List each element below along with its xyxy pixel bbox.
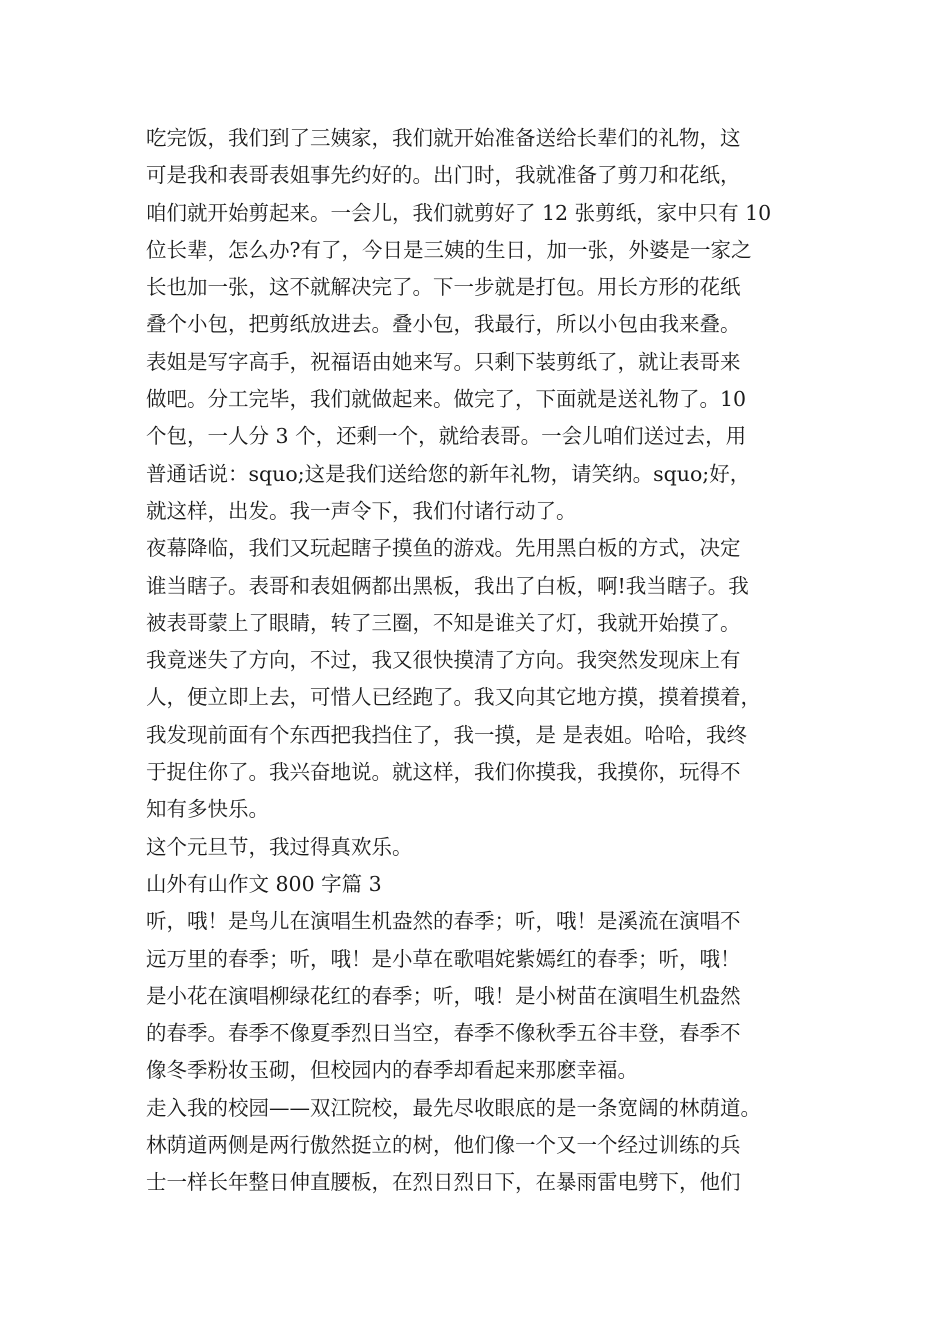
text-line: 谁当瞎子。表哥和表姐俩都出黑板，我出了白板，啊!我当瞎子。我 — [146, 573, 749, 598]
text-line: 我发现前面有个东西把我挡住了，我一摸，是 是表姐。哈哈，我终 — [146, 722, 748, 747]
text-line: 林荫道两侧是两行傲然挺立的树，他们像一个又一个经过训练的兵 — [146, 1133, 741, 1158]
text-line: 我竟迷失了方向，不过，我又很快摸清了方向。我突然发现床上有 — [146, 648, 741, 673]
text-line: 普通话说：squo;这是我们送给您的新年礼物，请笑纳。squo;好， — [146, 461, 751, 486]
text-line: 士一样长年整日伸直腰板，在烈日烈日下，在暴雨雷电劈下，他们 — [146, 1170, 741, 1195]
text-line: 夜幕降临，我们又玩起瞎子摸鱼的游戏。先用黑白板的方式，决定 — [146, 536, 741, 561]
body-text — [146, 120, 836, 1202]
text-line: 被表哥蒙上了眼睛，转了三圈，不知是谁关了灯，我就开始摸了。 — [146, 610, 741, 635]
text-line: 叠个小包，把剪纸放进去。叠小包，我最行，所以小包由我来叠。 — [146, 312, 741, 337]
text-line: 就这样，出发。我一声令下，我们付诸行动了。 — [146, 498, 577, 523]
text-line: 吃完饭，我们到了三姨家，我们就开始准备送给长辈们的礼物，这 — [146, 126, 741, 150]
text-line: 是小花在演唱柳绿花红的春季；听，哦！是小树苗在演唱生机盎然 — [146, 983, 741, 1008]
text-line: 长也加一张，这不就解决完了。下一步就是打包。用长方形的花纸 — [146, 275, 741, 300]
text-line: 位长辈，怎么办?有了，今日是三姨的生日，加一张，外婆是一家之 — [146, 237, 752, 262]
text-line: 听，哦！是鸟儿在演唱生机盎然的春季；听，哦！是溪流在演唱不 — [146, 909, 741, 934]
text-line: 可是我和表哥表姐事先约好的。出门时，我就准备了剪刀和花纸， — [146, 163, 741, 188]
text-line: 咱们就开始剪起来。一会儿，我们就剪好了 12 张剪纸，家中只有 10 — [146, 200, 772, 225]
text-line: 这个元旦节，我过得真欢乐。 — [146, 834, 413, 859]
text-line: 做吧。分工完毕，我们就做起来。做完了，下面就是送礼物了。10 — [146, 387, 747, 412]
text-line: 人，便立即上去，可惜人已经跑了。我又向其它地方摸，摸着摸着， — [146, 685, 761, 710]
text-line: 于捉住你了。我兴奋地说。就这样，我们你摸我，我摸你，玩得不 — [146, 760, 741, 785]
text-line: 远万里的春季；听，哦！是小草在歌唱姹紫嫣红的春季；听，哦！ — [146, 946, 741, 971]
text-line: 像冬季粉妆玉砌，但校园内的春季却看起来那麽幸福。 — [146, 1058, 638, 1083]
text-line: 知有多快乐。 — [146, 797, 269, 822]
text-line: 表姐是写字高手，祝福语由她来写。只剩下装剪纸了，就让表哥来 — [146, 349, 741, 374]
text-line: 个包，一人分 3 个，还剩一个，就给表哥。一会儿咱们送过去，用 — [146, 424, 747, 449]
text-line: 的春季。春季不像夏季烈日当空，春季不像秋季五谷丰登，春季不 — [146, 1021, 741, 1046]
text-line: 走入我的校园——双江院校，最先尽收眼底的是一条宽阔的林荫道。 — [146, 1095, 761, 1120]
section-heading: 山外有山作文 800 字篇 3 — [146, 871, 382, 896]
